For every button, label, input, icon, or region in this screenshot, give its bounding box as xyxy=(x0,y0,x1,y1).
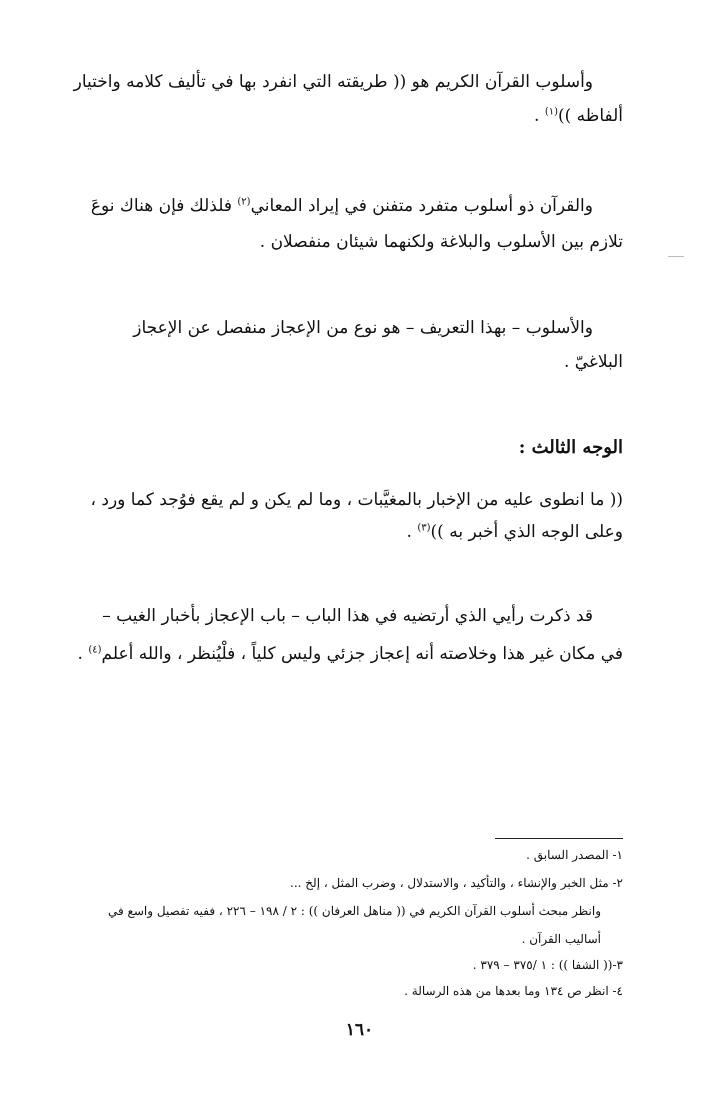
footnote-ref-2[interactable]: (٢) xyxy=(237,196,251,208)
paragraph-2-line-1-before: والقرآن ذو أسلوب متفرد متفنن في إيراد المعاني xyxy=(250,196,593,216)
closing-line-1-text: قد ذكرت رأيي الذي أرتضيه في هذا الباب – باب الإعجاز بأخبار الغيب – xyxy=(102,606,593,626)
footnote-1 xyxy=(96,846,623,864)
section-line-1-text: (( ما انطوى عليه من الإخبار بالمغيَّبات ، وما لم يكن و لم يقع فوُجد كما ورد ، xyxy=(90,490,623,510)
paragraph-2-line-2-text: تلازم بين الأسلوب والبلاغة ولكنهما شيئان منفصلان . xyxy=(259,232,623,252)
closing-line-1 xyxy=(96,604,623,628)
paragraph-3-line-1 xyxy=(96,316,623,340)
footnote-3-text: ٣-(( الشفا )) : ١ /٣٧٥ – ٣٧٩ . xyxy=(472,958,623,972)
footnote-3 xyxy=(96,956,623,974)
paragraph-1-line-1-text: وأسلوب القرآن الكريم هو (( طريقته التي انفرد بها في تأليف كلامه واختيار xyxy=(73,72,593,92)
footnote-ref-4[interactable]: (٤) xyxy=(88,644,102,656)
section-line-2-before: وعلى الوجه الذي أخبر به )) xyxy=(430,522,623,542)
section-line-1 xyxy=(90,488,623,512)
footnote-2-continuation xyxy=(96,902,623,920)
paragraph-2-line-1-after: فلذلك فإن هناك نوعَ xyxy=(90,196,238,216)
footnote-separator xyxy=(495,838,623,839)
footnote-ref-1[interactable]: (١) xyxy=(544,106,558,118)
paragraph-2-line-2 xyxy=(96,230,623,254)
footnote-4 xyxy=(96,982,623,1000)
margin-mark xyxy=(668,256,684,257)
section-heading xyxy=(96,436,623,460)
footnote-2 xyxy=(96,874,623,892)
paragraph-3-line-2-text: البلاغيّ . xyxy=(563,352,623,372)
footnote-1-text: ١- المصدر السابق . xyxy=(526,848,623,862)
paragraph-3-line-2 xyxy=(96,350,623,374)
paragraph-1-tail: . xyxy=(534,106,545,126)
page-number: ١٦٠ xyxy=(345,1020,374,1040)
closing-line-2 xyxy=(77,642,623,666)
closing-line-2-after: . xyxy=(77,644,89,664)
footnote-2-continuation-text: وانظر مبحث أسلوب القرآن الكريم في (( مناهل العرفان )) : ٢ / ١٩٨ – ٢٢٦ ، ففيه تفصيل واسع في xyxy=(107,904,601,918)
section-line-2 xyxy=(96,520,623,544)
footnote-2-text: ٢- مثل الخبر والإنشاء ، والتأكيد ، والاستدلال ، وضرب المثل ، إلخ ... xyxy=(290,876,623,890)
paragraph-1-line-2 xyxy=(96,104,623,128)
paragraph-1-line-2-text: ألفاظه )) xyxy=(558,106,623,126)
paragraph-2-line-1 xyxy=(90,194,623,218)
footnote-2-continuation-2-text: أساليب القرآن . xyxy=(521,932,601,946)
closing-line-2-before: في مكان غير هذا وخلاصته أنه إعجاز جزئي وليس كلياً ، فلْيُنظر ، والله أعلم xyxy=(101,644,623,664)
footnote-2-continuation-2 xyxy=(96,930,623,948)
footnote-ref-3[interactable]: (٣) xyxy=(417,522,431,534)
paragraph-3-line-1-text: والأسلوب – بهذا التعريف – هو نوع من الإعجاز منفصل عن الإعجاز xyxy=(133,318,593,338)
section-line-2-after: . xyxy=(406,522,418,542)
footnote-4-text: ٤- انظر ص ١٣٤ وما بعدها من هذه الرسالة . xyxy=(404,984,623,998)
paragraph-1-line-1 xyxy=(73,70,623,94)
section-heading-text: الوجه الثالث : xyxy=(518,437,623,458)
